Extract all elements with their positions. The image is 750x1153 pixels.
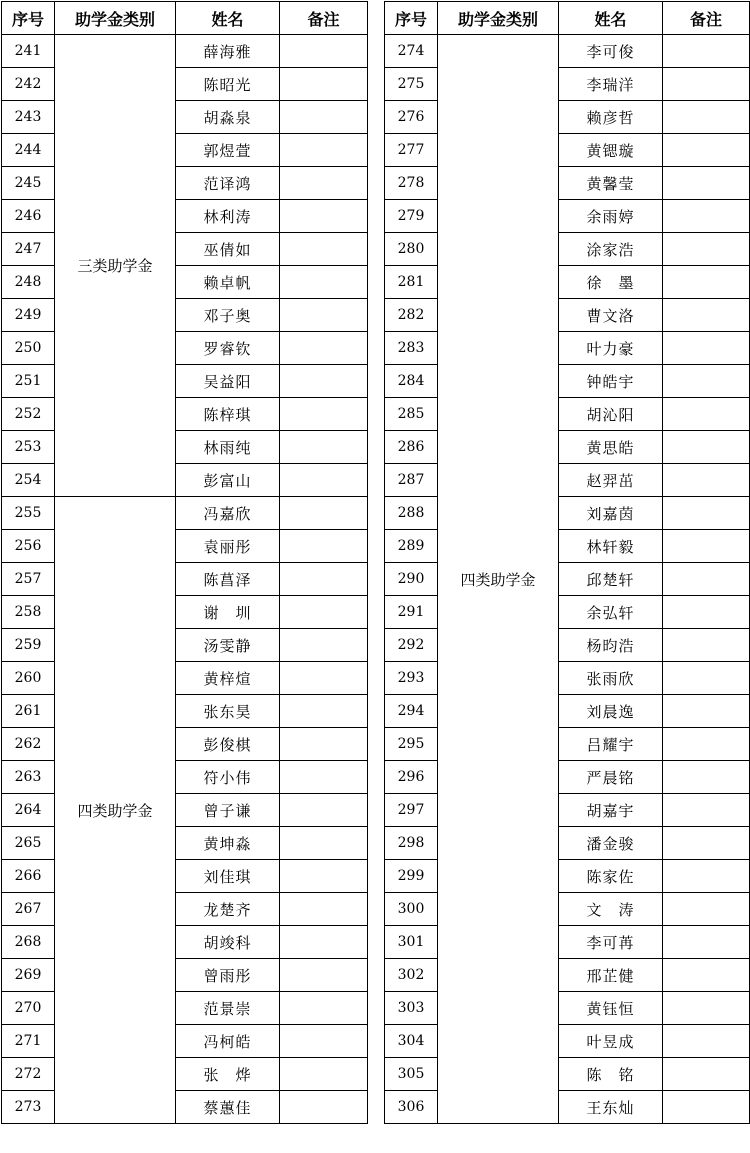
name-cell: 杨昀浩 (559, 629, 663, 662)
seq-cell: 297 (385, 794, 438, 827)
note-cell (280, 893, 368, 926)
name-cell: 林轩毅 (559, 530, 663, 563)
header-note: 备注 (663, 2, 750, 35)
seq-cell: 281 (385, 266, 438, 299)
seq-cell: 262 (2, 728, 55, 761)
note-cell (280, 35, 368, 68)
note-cell (663, 1058, 750, 1091)
name-cell: 黄锶璇 (559, 134, 663, 167)
note-cell (663, 332, 750, 365)
seq-cell: 275 (385, 68, 438, 101)
category-cell: 四类助学金 (55, 497, 176, 1124)
name-cell: 刘嘉茵 (559, 497, 663, 530)
note-cell (280, 332, 368, 365)
seq-cell: 291 (385, 596, 438, 629)
table-row (2, 35, 368, 68)
seq-cell: 266 (2, 860, 55, 893)
right-roster-table (384, 1, 750, 1124)
seq-cell: 299 (385, 860, 438, 893)
note-cell (663, 299, 750, 332)
name-cell: 李瑞洋 (559, 68, 663, 101)
name-cell: 曾子谦 (176, 794, 280, 827)
seq-cell: 296 (385, 761, 438, 794)
name-cell: 蔡蕙佳 (176, 1091, 280, 1124)
note-cell (663, 530, 750, 563)
seq-cell: 282 (385, 299, 438, 332)
seq-cell: 306 (385, 1091, 438, 1124)
name-cell: 薛海雅 (176, 35, 280, 68)
seq-cell: 245 (2, 167, 55, 200)
name-cell: 严晨铭 (559, 761, 663, 794)
seq-cell: 242 (2, 68, 55, 101)
note-cell (280, 1058, 368, 1091)
name-cell: 余弘轩 (559, 596, 663, 629)
header-name: 姓名 (559, 2, 663, 35)
note-cell (280, 431, 368, 464)
seq-cell: 264 (2, 794, 55, 827)
note-cell (280, 827, 368, 860)
seq-cell: 268 (2, 926, 55, 959)
note-cell (280, 761, 368, 794)
note-cell (280, 68, 368, 101)
name-cell: 冯柯皓 (176, 1025, 280, 1058)
note-cell (663, 992, 750, 1025)
name-cell: 谢 圳 (176, 596, 280, 629)
note-cell (663, 266, 750, 299)
header-category: 助学金类别 (438, 2, 559, 35)
seq-cell: 274 (385, 35, 438, 68)
note-cell (663, 134, 750, 167)
note-cell (663, 464, 750, 497)
category-cell: 三类助学金 (55, 35, 176, 497)
seq-cell: 272 (2, 1058, 55, 1091)
note-cell (280, 926, 368, 959)
seq-cell: 301 (385, 926, 438, 959)
name-cell: 胡沁阳 (559, 398, 663, 431)
name-cell: 陈昭光 (176, 68, 280, 101)
note-cell (663, 596, 750, 629)
note-cell (280, 530, 368, 563)
name-cell: 袁丽彤 (176, 530, 280, 563)
name-cell: 王东灿 (559, 1091, 663, 1124)
note-cell (663, 431, 750, 464)
seq-cell: 258 (2, 596, 55, 629)
name-cell: 巫倩如 (176, 233, 280, 266)
category-cell: 四类助学金 (438, 35, 559, 1124)
note-cell (280, 1025, 368, 1058)
note-cell (280, 200, 368, 233)
header-note: 备注 (280, 2, 368, 35)
note-cell (280, 662, 368, 695)
name-cell: 陈梓琪 (176, 398, 280, 431)
seq-cell: 271 (2, 1025, 55, 1058)
name-cell: 涂家浩 (559, 233, 663, 266)
note-cell (280, 992, 368, 1025)
seq-cell: 265 (2, 827, 55, 860)
note-cell (663, 365, 750, 398)
note-cell (280, 959, 368, 992)
name-cell: 龙楚齐 (176, 893, 280, 926)
name-cell: 胡嘉宇 (559, 794, 663, 827)
right-table-header (385, 2, 750, 35)
table-row (2, 497, 368, 530)
name-cell: 张 烨 (176, 1058, 280, 1091)
note-cell (663, 68, 750, 101)
left-roster-table (1, 1, 368, 1124)
note-cell (280, 695, 368, 728)
name-cell: 邓子奥 (176, 299, 280, 332)
seq-cell: 292 (385, 629, 438, 662)
name-cell: 彭俊棋 (176, 728, 280, 761)
seq-cell: 249 (2, 299, 55, 332)
seq-cell: 246 (2, 200, 55, 233)
header-category: 助学金类别 (55, 2, 176, 35)
note-cell (663, 629, 750, 662)
seq-cell: 294 (385, 695, 438, 728)
note-cell (280, 464, 368, 497)
name-cell: 邱楚轩 (559, 563, 663, 596)
seq-cell: 304 (385, 1025, 438, 1058)
note-cell (280, 233, 368, 266)
note-cell (663, 200, 750, 233)
name-cell: 黄思皓 (559, 431, 663, 464)
name-cell: 陈家佐 (559, 860, 663, 893)
note-cell (663, 497, 750, 530)
seq-cell: 269 (2, 959, 55, 992)
seq-cell: 252 (2, 398, 55, 431)
seq-cell: 298 (385, 827, 438, 860)
name-cell: 胡竣科 (176, 926, 280, 959)
name-cell: 符小伟 (176, 761, 280, 794)
name-cell: 黄馨莹 (559, 167, 663, 200)
seq-cell: 280 (385, 233, 438, 266)
seq-cell: 251 (2, 365, 55, 398)
name-cell: 钟皓宇 (559, 365, 663, 398)
note-cell (663, 860, 750, 893)
name-cell: 徐 墨 (559, 266, 663, 299)
note-cell (280, 266, 368, 299)
header-seq: 序号 (2, 2, 55, 35)
name-cell: 黄钰恒 (559, 992, 663, 1025)
seq-cell: 290 (385, 563, 438, 596)
note-cell (663, 728, 750, 761)
seq-cell: 283 (385, 332, 438, 365)
note-cell (280, 794, 368, 827)
seq-cell: 267 (2, 893, 55, 926)
note-cell (663, 893, 750, 926)
name-cell: 冯嘉欣 (176, 497, 280, 530)
left-table-body (2, 35, 368, 1124)
name-cell: 张雨欣 (559, 662, 663, 695)
name-cell: 刘晨逸 (559, 695, 663, 728)
seq-cell: 255 (2, 497, 55, 530)
name-cell: 吴益阳 (176, 365, 280, 398)
name-cell: 郭煜萱 (176, 134, 280, 167)
seq-cell: 260 (2, 662, 55, 695)
note-cell (280, 398, 368, 431)
seq-cell: 270 (2, 992, 55, 1025)
note-cell (280, 563, 368, 596)
note-cell (280, 167, 368, 200)
seq-cell: 288 (385, 497, 438, 530)
name-cell: 罗睿钦 (176, 332, 280, 365)
note-cell (280, 860, 368, 893)
note-cell (280, 299, 368, 332)
name-cell: 张东昊 (176, 695, 280, 728)
note-cell (280, 596, 368, 629)
note-cell (280, 365, 368, 398)
name-cell: 赖彦哲 (559, 101, 663, 134)
name-cell: 赵羿茁 (559, 464, 663, 497)
header-name: 姓名 (176, 2, 280, 35)
seq-cell: 273 (2, 1091, 55, 1124)
name-cell: 陈 铭 (559, 1058, 663, 1091)
note-cell (280, 1091, 368, 1124)
note-cell (663, 167, 750, 200)
seq-cell: 300 (385, 893, 438, 926)
name-cell: 邢芷健 (559, 959, 663, 992)
name-cell: 范译鸿 (176, 167, 280, 200)
note-cell (663, 398, 750, 431)
seq-cell: 293 (385, 662, 438, 695)
seq-cell: 243 (2, 101, 55, 134)
seq-cell: 253 (2, 431, 55, 464)
note-cell (280, 728, 368, 761)
name-cell: 文 涛 (559, 893, 663, 926)
name-cell: 范景崇 (176, 992, 280, 1025)
name-cell: 曹文洛 (559, 299, 663, 332)
seq-cell: 263 (2, 761, 55, 794)
left-table-header (2, 2, 368, 35)
seq-cell: 305 (385, 1058, 438, 1091)
name-cell: 陈菖泽 (176, 563, 280, 596)
seq-cell: 250 (2, 332, 55, 365)
seq-cell: 241 (2, 35, 55, 68)
name-cell: 汤雯静 (176, 629, 280, 662)
seq-cell: 254 (2, 464, 55, 497)
name-cell: 李可苒 (559, 926, 663, 959)
name-cell: 胡淼泉 (176, 101, 280, 134)
header-seq: 序号 (385, 2, 438, 35)
note-cell (663, 1091, 750, 1124)
name-cell: 余雨婷 (559, 200, 663, 233)
seq-cell: 284 (385, 365, 438, 398)
name-cell: 黄梓煊 (176, 662, 280, 695)
name-cell: 林利涛 (176, 200, 280, 233)
name-cell: 吕耀宇 (559, 728, 663, 761)
note-cell (663, 233, 750, 266)
seq-cell: 256 (2, 530, 55, 563)
name-cell: 曾雨彤 (176, 959, 280, 992)
note-cell (663, 101, 750, 134)
note-cell (663, 563, 750, 596)
name-cell: 彭富山 (176, 464, 280, 497)
name-cell: 刘佳琪 (176, 860, 280, 893)
seq-cell: 289 (385, 530, 438, 563)
seq-cell: 286 (385, 431, 438, 464)
name-cell: 赖卓帆 (176, 266, 280, 299)
seq-cell: 276 (385, 101, 438, 134)
note-cell (663, 794, 750, 827)
note-cell (663, 35, 750, 68)
seq-cell: 261 (2, 695, 55, 728)
seq-cell: 287 (385, 464, 438, 497)
note-cell (663, 695, 750, 728)
note-cell (663, 761, 750, 794)
seq-cell: 302 (385, 959, 438, 992)
seq-cell: 279 (385, 200, 438, 233)
note-cell (663, 959, 750, 992)
name-cell: 潘金骏 (559, 827, 663, 860)
seq-cell: 248 (2, 266, 55, 299)
note-cell (663, 1025, 750, 1058)
seq-cell: 277 (385, 134, 438, 167)
note-cell (280, 134, 368, 167)
note-cell (280, 629, 368, 662)
header-row (385, 2, 750, 35)
seq-cell: 244 (2, 134, 55, 167)
note-cell (663, 827, 750, 860)
seq-cell: 257 (2, 563, 55, 596)
note-cell (280, 497, 368, 530)
header-row (2, 2, 368, 35)
note-cell (280, 101, 368, 134)
note-cell (663, 926, 750, 959)
name-cell: 叶力豪 (559, 332, 663, 365)
note-cell (663, 662, 750, 695)
name-cell: 黄坤淼 (176, 827, 280, 860)
right-table-body (385, 35, 750, 1124)
seq-cell: 259 (2, 629, 55, 662)
seq-cell: 303 (385, 992, 438, 1025)
name-cell: 李可俊 (559, 35, 663, 68)
seq-cell: 285 (385, 398, 438, 431)
seq-cell: 247 (2, 233, 55, 266)
seq-cell: 295 (385, 728, 438, 761)
name-cell: 林雨纯 (176, 431, 280, 464)
name-cell: 叶昱成 (559, 1025, 663, 1058)
table-row (385, 35, 750, 68)
seq-cell: 278 (385, 167, 438, 200)
